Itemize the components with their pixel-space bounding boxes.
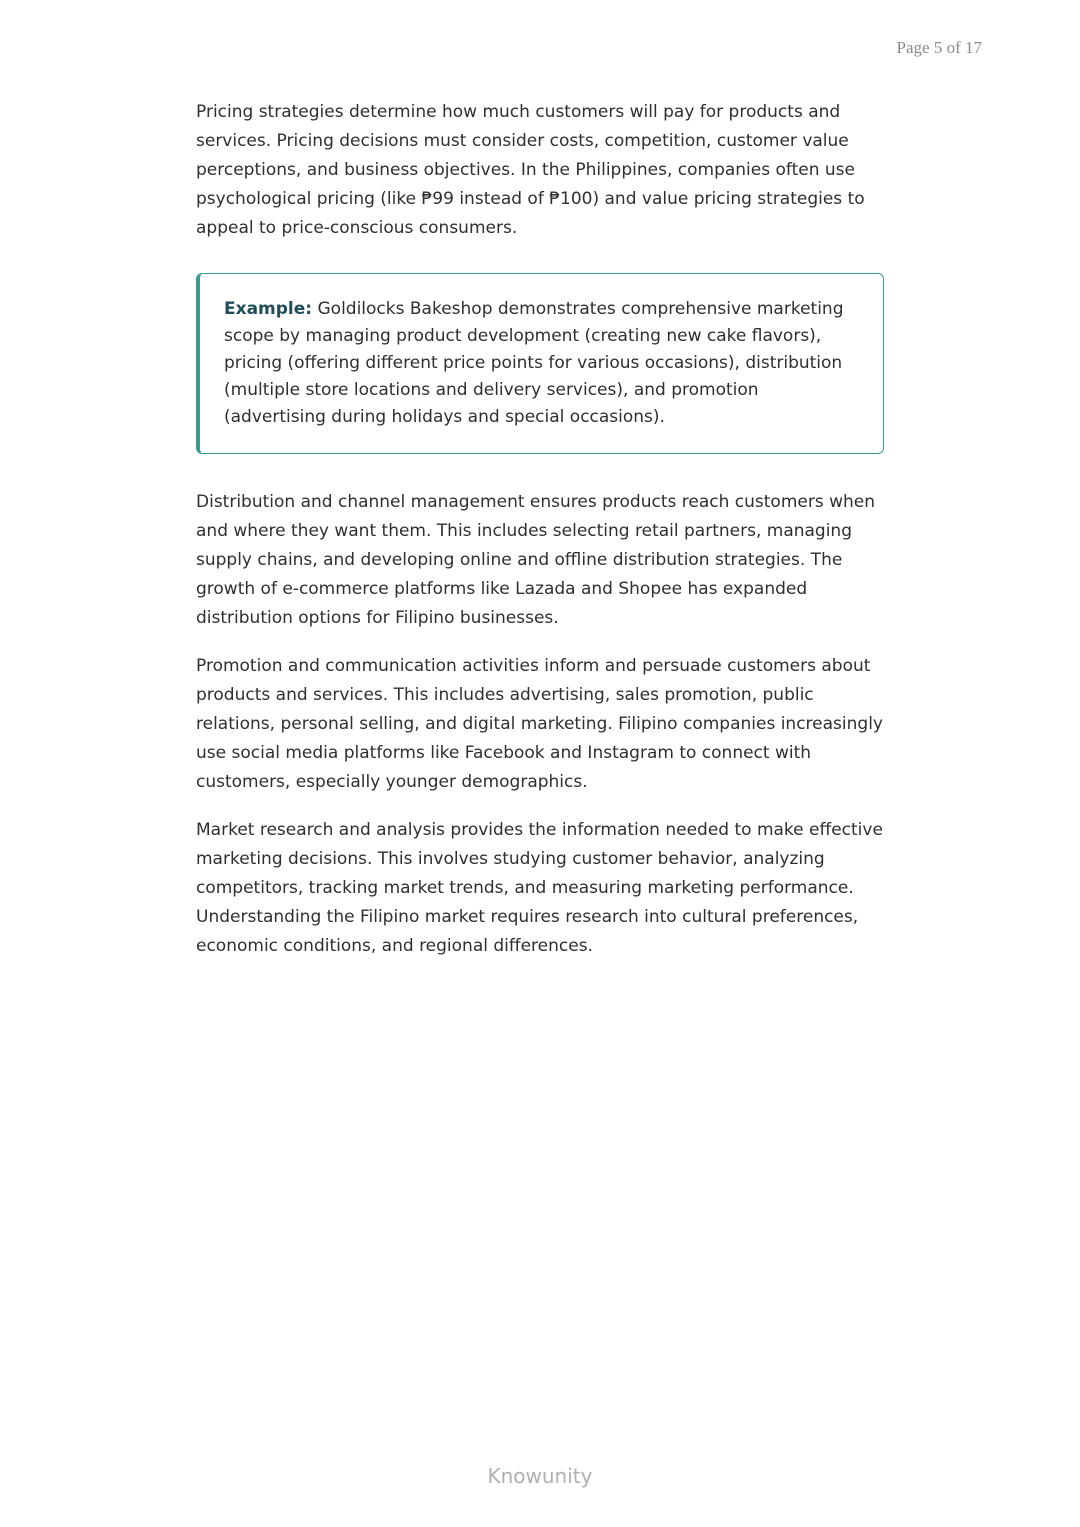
page-number: Page 5 of 17: [896, 38, 982, 57]
document-body: [196, 98, 888, 980]
footer-brand: Knowunity: [487, 1464, 593, 1488]
paragraph-pricing: Pricing strategies determine how much customers will pay for products and services. Pricing decisions must consider costs, competition, customer value perceptions, and business objectives. In the Philippines, companies often use psychological pricing (like ₱99 instead of ₱100) and value pricing strategies to appeal to price-conscious consumers.: [196, 102, 865, 238]
example-label: Example:: [224, 299, 313, 319]
example-text: Goldilocks Bakeshop demonstrates comprehensive marketing scope by managing product development (creating new cake flavors), pricing (offering different price points for various occasions), distribution (multiple store locations and delivery services), and promotion (advertising during holidays and special occasions).: [224, 299, 844, 427]
example-callout: [196, 273, 884, 454]
paragraph-distribution: Distribution and channel management ensures products reach customers when and where they want them. This includes selecting retail partners, managing supply chains, and developing online and offline distribution strategies. The growth of e-commerce platforms like Lazada and Shopee has expanded distribution options for Filipino businesses.: [196, 492, 876, 628]
paragraph-promotion: Promotion and communication activities inform and persuade customers about products and services. This includes advertising, sales promotion, public relations, personal selling, and digital marketing. Filipino companies increasingly use social media platforms like Facebook and Instagram to connect with customers, especially younger demographics.: [196, 656, 883, 792]
paragraph-market-research: Market research and analysis provides the information needed to make effective marketing decisions. This involves studying customer behavior, analyzing competitors, tracking market trends, and measuring marketing performance. Understanding the Filipino market requires research into cultural preferences, economic conditions, and regional differences.: [196, 820, 883, 956]
